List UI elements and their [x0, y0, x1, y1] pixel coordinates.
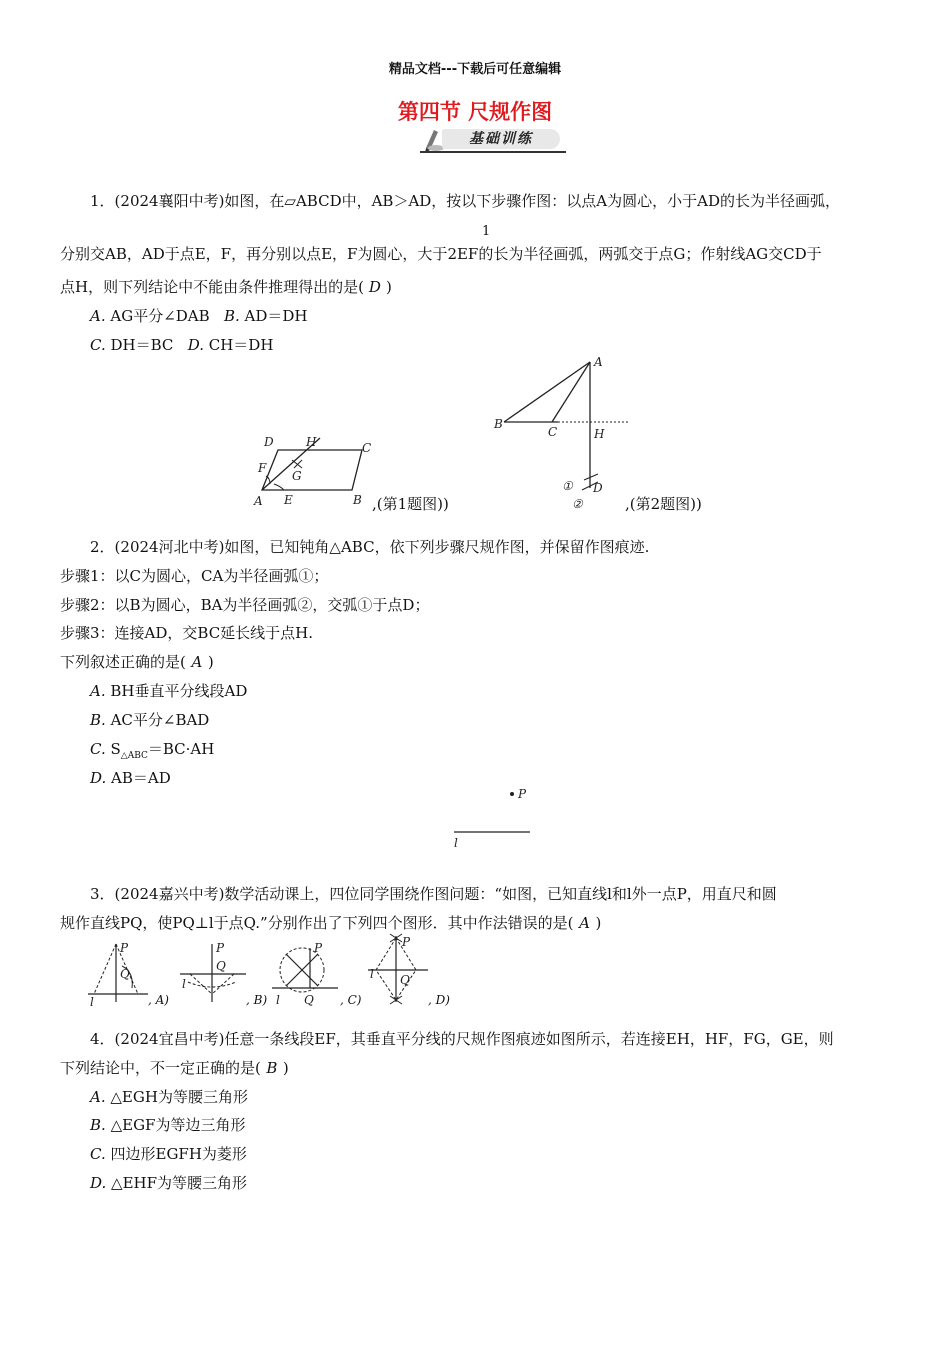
q2-option-c-s: S: [110, 740, 121, 758]
opt-letter: C.: [90, 336, 106, 354]
opt-letter: D.: [90, 769, 107, 787]
q3-figure-d: [366, 930, 430, 1008]
q3d-label-p: P: [402, 935, 411, 949]
q1-line3-b: ): [385, 278, 392, 296]
q1-option-b: AD＝DH: [244, 307, 308, 325]
q1-options-row1: [90, 305, 308, 326]
q1-options-row2: [90, 334, 273, 355]
opt-letter: C.: [90, 1145, 106, 1163]
fig1-label-d: D: [264, 435, 274, 449]
q1-line1: 1．(2024襄阳中考)如图，在▱ABCD中，AB＞AD，按以下步骤作图：以点A为圆心，小于AD的长为半径画弧，: [90, 192, 841, 210]
fig2-label-c: C: [548, 425, 558, 439]
q3c-label-q: Q: [304, 993, 314, 1007]
q2-line1: 2．(2024河北中考)如图，已知钝角△ABC，依下列步骤尺规作图，并保留作图痕迹.: [90, 538, 650, 556]
q3-figure-b: [178, 938, 248, 1008]
q3-line1: 3．(2024嘉兴中考)数学活动课上，四位同学围绕作图问题：“如图，已知直线l和l外一点P，用直尺和圆: [90, 885, 777, 903]
q3d-label-l: l: [370, 967, 374, 981]
q1-frac-den: 2: [447, 245, 457, 263]
q3-caption-b: , B): [246, 993, 268, 1007]
q3c-label-p: P: [314, 941, 323, 955]
q3a-label-q: Q: [120, 967, 130, 981]
q2-option-b: [90, 709, 209, 730]
q4-line2: [60, 1057, 289, 1078]
q1-option-d: CH＝DH: [208, 336, 274, 354]
opt-letter: A.: [90, 307, 106, 325]
q1-line2-a: 分别交AB，AD于点E，F，再分别以点E，F为圆心，大于: [60, 245, 448, 263]
q1-line3-a: 点H，则下列结论中不能由条件推理得出的是(: [60, 278, 364, 296]
q2-option-c-sub: △ABC: [120, 751, 148, 761]
opt-letter: B.: [90, 711, 106, 729]
q3b-label-p: P: [216, 941, 225, 955]
q1-option-c: DH＝BC: [110, 336, 174, 354]
q2-step2: 步骤2：以B为圆心，BA为半径画弧②，交弧①于点D；: [60, 596, 430, 614]
q4-line2-a: 下列结论中，不一定正确的是(: [60, 1059, 261, 1077]
fig1-caption: ,(第1题图)): [372, 495, 449, 513]
q3-caption-c: , C): [340, 993, 362, 1007]
q2-prompt-a: 下列叙述正确的是(: [60, 653, 186, 671]
q4-option-c-text: 四边形EGFH为菱形: [110, 1145, 247, 1163]
q3b-label-l: l: [182, 977, 186, 991]
fig-pl-label-l: l: [454, 836, 458, 850]
q4-option-b-text: △EGF为等边三角形: [110, 1116, 246, 1134]
fig1-label-a: A: [254, 494, 263, 508]
q3c-label-l: l: [276, 993, 280, 1007]
q3-figure-a: [86, 938, 150, 1008]
q1-line2-b: EF的长为半径画弧，两弧交于点G；作射线AG交CD于: [456, 245, 822, 263]
subtitle-rule: [420, 151, 566, 153]
q1-line2: [60, 243, 822, 264]
q2-prompt-b: ): [207, 653, 214, 671]
fig1-label-e: E: [284, 493, 293, 507]
page-header: 精品文档---下载后可任意编辑: [388, 62, 562, 77]
q2-prompt: [60, 651, 214, 672]
opt-letter: A.: [90, 682, 106, 700]
fig2-label-a: A: [594, 355, 603, 369]
fig2-label-h: H: [594, 427, 605, 441]
q2-option-d-text: AB＝AD: [111, 769, 171, 787]
q1-frac-num: 1: [482, 224, 491, 239]
q4-answer: B: [266, 1059, 278, 1077]
q2-option-d: [90, 767, 171, 788]
q2-option-c-post: ＝BC·AH: [147, 740, 215, 758]
q3a-label-p: P: [120, 941, 129, 955]
q4-line1: 4．(2024宜昌中考)任意一条线段EF，其垂直平分线的尺规作图痕迹如图所示，若连接EH，HF，FG，GE，则: [90, 1030, 834, 1048]
q4-line2-b: ): [282, 1059, 289, 1077]
q4-option-a-text: △EGH为等腰三角形: [110, 1088, 248, 1106]
fig1-label-c: C: [362, 441, 372, 455]
fig1-label-g: G: [292, 469, 302, 483]
q4-option-b: [90, 1114, 245, 1135]
figure-1-parallelogram: [250, 432, 375, 510]
q1-option-a: AG平分∠DAB: [110, 307, 210, 325]
figure-2-triangle: [490, 350, 635, 512]
q3-caption-d: , D): [428, 993, 450, 1007]
opt-letter: B.: [223, 307, 240, 325]
subtitle-badge: [420, 126, 566, 154]
fig1-label-b: B: [353, 493, 362, 507]
opt-letter: D.: [187, 336, 204, 354]
q4-option-d: [90, 1172, 247, 1193]
subtitle: 基础训练: [442, 129, 560, 149]
opt-letter: C.: [90, 740, 106, 758]
q3b-label-q: Q: [216, 959, 226, 973]
q2-step1: 步骤1：以C为圆心，CA为半径画弧①；: [60, 567, 329, 585]
q3d-label-q: Q: [400, 973, 410, 987]
opt-letter: A.: [90, 1088, 106, 1106]
fig2-label-b: B: [494, 417, 503, 431]
q3a-label-l: l: [90, 995, 94, 1008]
opt-letter: D.: [90, 1174, 107, 1192]
figure-point-line: [448, 784, 538, 850]
fig2-label-arc1: ①: [562, 479, 573, 493]
fig-pl-label-p: P: [518, 787, 527, 801]
q2-option-c: [90, 738, 214, 761]
q2-answer: A: [191, 653, 203, 671]
q2-option-a-text: BH垂直平分线段AD: [110, 682, 248, 700]
q2-option-b-text: AC平分∠BAD: [110, 711, 210, 729]
q1-line3: [60, 276, 392, 297]
fig2-caption: ,(第2题图)): [625, 495, 702, 513]
opt-letter: B.: [90, 1116, 106, 1134]
q1-answer: D: [368, 278, 381, 296]
q3-caption-a: , A): [148, 993, 169, 1007]
q4-option-a: [90, 1086, 248, 1107]
q2-option-a: [90, 680, 247, 701]
fig1-label-h: H: [306, 435, 317, 449]
q2-step3: 步骤3：连接AD，交BC延长线于点H.: [60, 624, 314, 642]
fig2-label-d: D: [593, 481, 603, 495]
q4-option-d-text: △EHF为等腰三角形: [111, 1174, 248, 1192]
section-title: 第四节 尺规作图: [397, 100, 553, 124]
q3-answer: A: [579, 914, 590, 932]
q4-option-c: [90, 1143, 247, 1164]
fig1-label-f: F: [258, 461, 267, 475]
q3-line2-a: 规作直线PQ，使PQ⊥l于点Q.”分别作出了下列四个图形．其中作法错误的是(: [60, 914, 574, 932]
q3-figure-c: [272, 938, 342, 1008]
fig2-label-arc2: ②: [572, 497, 583, 511]
q3-line2-b: ): [595, 914, 602, 932]
q3-line2: [60, 912, 601, 933]
